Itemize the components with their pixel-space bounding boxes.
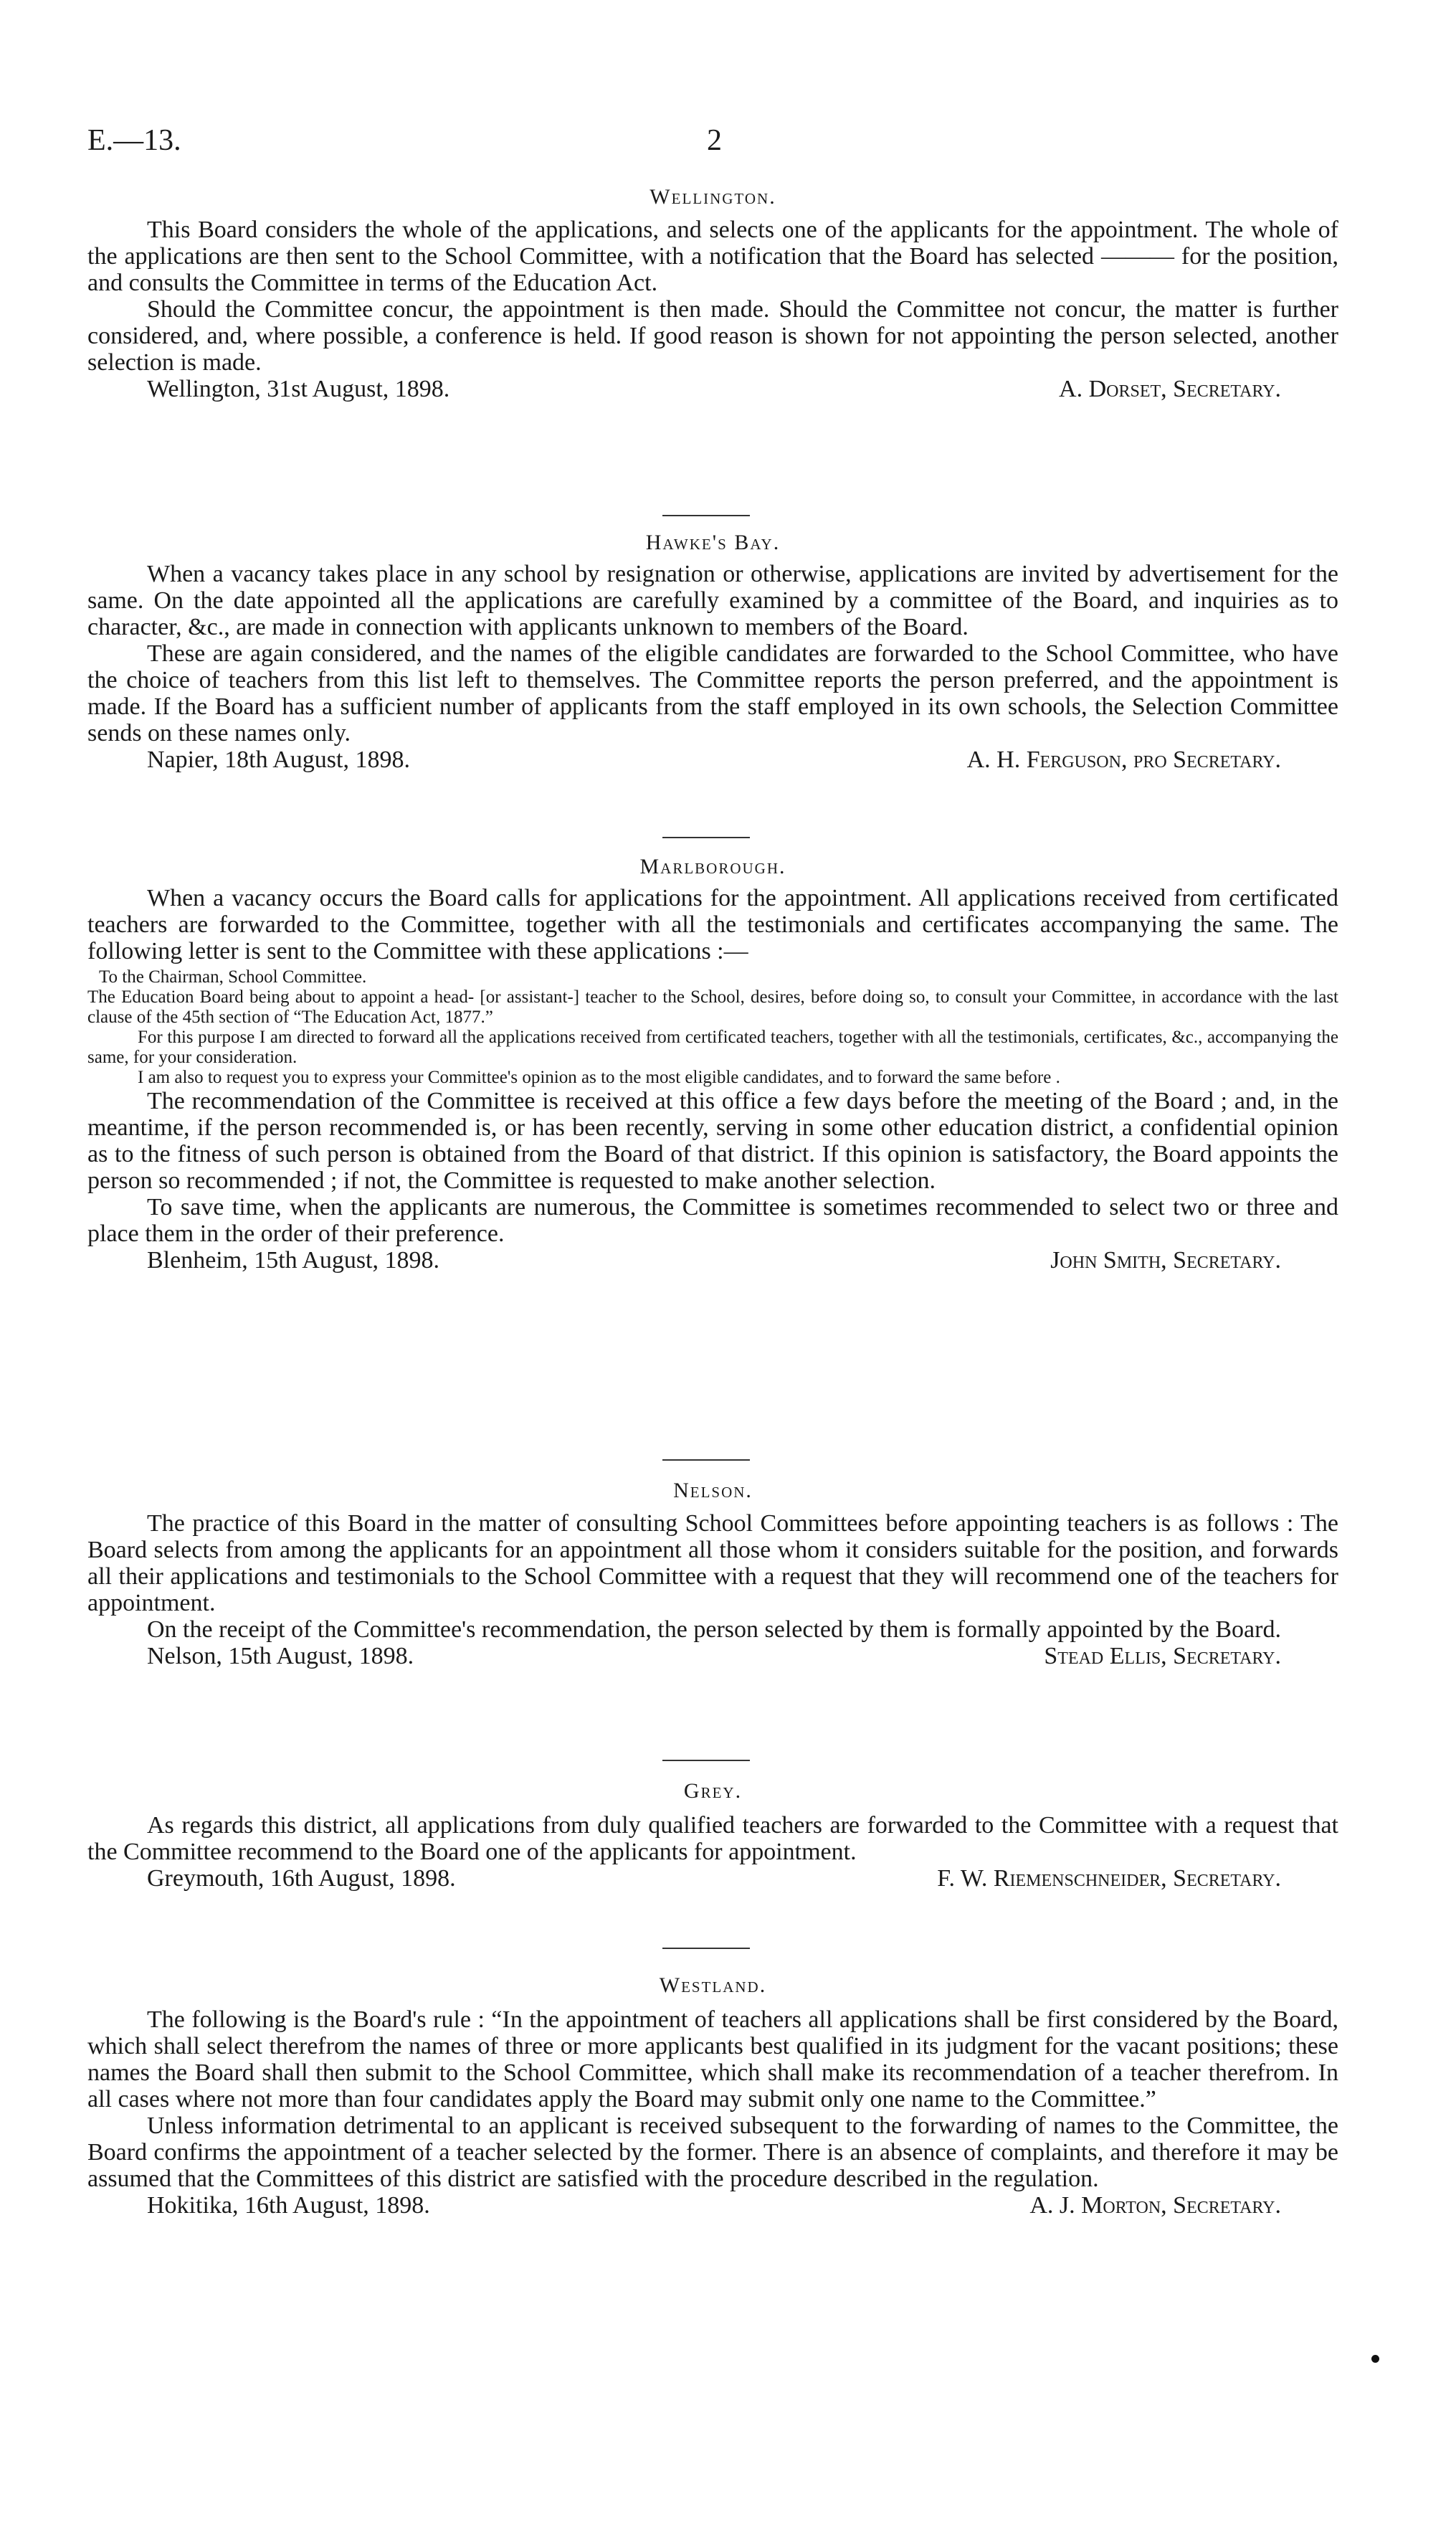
paragraph: When a vacancy takes place in any school by resignation or otherwise, applications are invited by advertisement for the same. On the date appointed all the applications are carefully examined by a committee of the Board, and inquiries as to character, &c., are made in connection with applicants unknown to members of the Board. <box>87 561 1338 640</box>
paragraph: Should the Committee concur, the appointment is then made. Should the Committee not concur, the matter is further considered, and, where possible, a conference is held. If good reason is shown for not appointing the person selected, another selection is made. <box>87 296 1338 376</box>
section-title: Grey. <box>683 1779 743 1803</box>
paragraph: On the receipt of the Committee's recommendation, the person selected by them is formally appointed by the Board. <box>147 1616 1281 1643</box>
section-grey <box>87 1779 1338 1894</box>
signatory: John Smith, Secretary. <box>1050 1247 1281 1274</box>
signatory: A. Dorset, Secretary. <box>1059 376 1281 402</box>
signature-line <box>87 1865 1338 1894</box>
letter-paragraph: The Education Board being about to appoint a head- [or assistant-] teacher to the School, desires, before doing so, to consult your Committee, in accordance with the last clause of the 45th section of “The Education Act, 1877.” <box>87 987 1338 1027</box>
signature-line <box>87 1247 1338 1276</box>
section-nelson <box>87 1479 1338 1672</box>
section-title: Westland. <box>659 1973 767 1997</box>
paragraph: The practice of this Board in the matter of consulting School Committees before appointing teachers is as follows : The Board selects from among the applicants for an appointment all those whom it considers suitable for the position, and forwards all their applications and testimonials to the School Committee with a request that they will recommend one of the teachers for appointment. <box>87 1510 1338 1616</box>
letter-paragraph: I am also to request you to express your Committee's opinion as to the most eligible candidates, and to forward the same before . <box>138 1068 1060 1087</box>
place-date: Blenheim, 15th August, 1898. <box>147 1247 439 1274</box>
ink-dot <box>1371 2355 1379 2363</box>
signature-line <box>87 746 1338 775</box>
signatory: F. W. Riemenschneider, Secretary. <box>937 1865 1281 1892</box>
section-wellington <box>87 185 1338 404</box>
paragraph: Unless information detrimental to an applicant is received subsequent to the forwarding of names to the Committee, the Board confirms the appointment of a teacher selected by the former. There is an absence of complaints, and therefore it may be assumed that the Committees of this district are satisfied with the procedure described in the regulation. <box>87 2113 1338 2192</box>
signatory: A. J. Morton, Secretary. <box>1029 2192 1281 2219</box>
place-date: Napier, 18th August, 1898. <box>147 746 410 773</box>
page-number: 2 <box>707 124 722 157</box>
section-hawkes-bay <box>87 531 1338 775</box>
signature-line <box>87 2192 1338 2221</box>
section-divider <box>662 515 750 516</box>
section-marlborough <box>87 855 1338 1276</box>
place-date: Nelson, 15th August, 1898. <box>147 1643 414 1669</box>
section-divider <box>662 1459 750 1461</box>
paragraph: These are again considered, and the names of the eligible candidates are forwarded to the School Committee, who have the choice of teachers from this list left to themselves. The Committee reports the person preferred, and the appointment is made. If the Board has a sufficient number of applicants from the staff employed in its own schools, the Selection Committee sends on these names only. <box>87 640 1338 746</box>
section-title: Marlborough. <box>639 855 786 878</box>
section-title: Hawke's Bay. <box>645 531 781 554</box>
section-divider <box>662 1948 750 1949</box>
paragraph: To save time, when the applicants are numerous, the Committee is sometimes recommended to select two or three and place them in the order of their preference. <box>87 1194 1338 1247</box>
paragraph: The recommendation of the Committee is received at this office a few days before the meeting of the Board ; and, in the meantime, if the person recommended is, or has been recently, serving in some other education district, a confidential opinion as to the fitness of such person is obtained from the Board of that district. If this opinion is satisfactory, the Board appoints the person so recommended ; if not, the Committee is requested to make another selection. <box>87 1088 1338 1194</box>
place-date: Hokitika, 16th August, 1898. <box>147 2192 430 2219</box>
section-westland <box>87 1973 1338 2221</box>
letter-paragraph: For this purpose I am directed to forward all the applications received from certificated teachers, together with all the testimonials, certificates, &c., accompanying the same, for your consideration. <box>87 1028 1338 1067</box>
paragraph: When a vacancy occurs the Board calls for applications for the appointment. All applications received from certificated teachers are forwarded to the Committee, together with all the testimonials and certificates accompanying the same. The following letter is sent to the Committee with these applications :— <box>87 885 1338 964</box>
section-title: Wellington. <box>650 185 776 209</box>
letter-salutation: To the Chairman, School Committee. <box>99 967 367 987</box>
signature-line <box>87 1643 1338 1672</box>
paragraph: The following is the Board's rule : “In the appointment of teachers all applications shall be first considered by the Board, which shall select therefrom the names of three or more applicants best qualified in its judgment for the vacant positions; these names the Board shall then submit to the School Committee, which shall make its recommendation of a teacher therefrom. In all cases where not more than four candidates apply the Board may submit only one name to the Committee.” <box>87 2006 1338 2113</box>
signatory: Stead Ellis, Secretary. <box>1044 1643 1281 1669</box>
place-date: Greymouth, 16th August, 1898. <box>147 1865 456 1892</box>
section-title: Nelson. <box>673 1479 753 1502</box>
signature-line <box>87 376 1338 404</box>
document-reference: E.—13. <box>87 124 181 157</box>
signatory: A. H. Ferguson, pro Secretary. <box>966 746 1281 773</box>
paragraph: This Board considers the whole of the applications, and selects one of the applicants for the appointment. The whole of the applications are then sent to the School Committee, with a notification that the Board has selected ——— for the position, and consults the Committee in terms of the Education Act. <box>87 217 1338 296</box>
section-divider <box>662 837 750 838</box>
place-date: Wellington, 31st August, 1898. <box>147 376 450 402</box>
paragraph: As regards this district, all applications from duly qualified teachers are forwarded to the Committee with a request that the Committee recommend to the Board one of the applicants for appointment. <box>87 1812 1338 1865</box>
section-divider <box>662 1760 750 1761</box>
